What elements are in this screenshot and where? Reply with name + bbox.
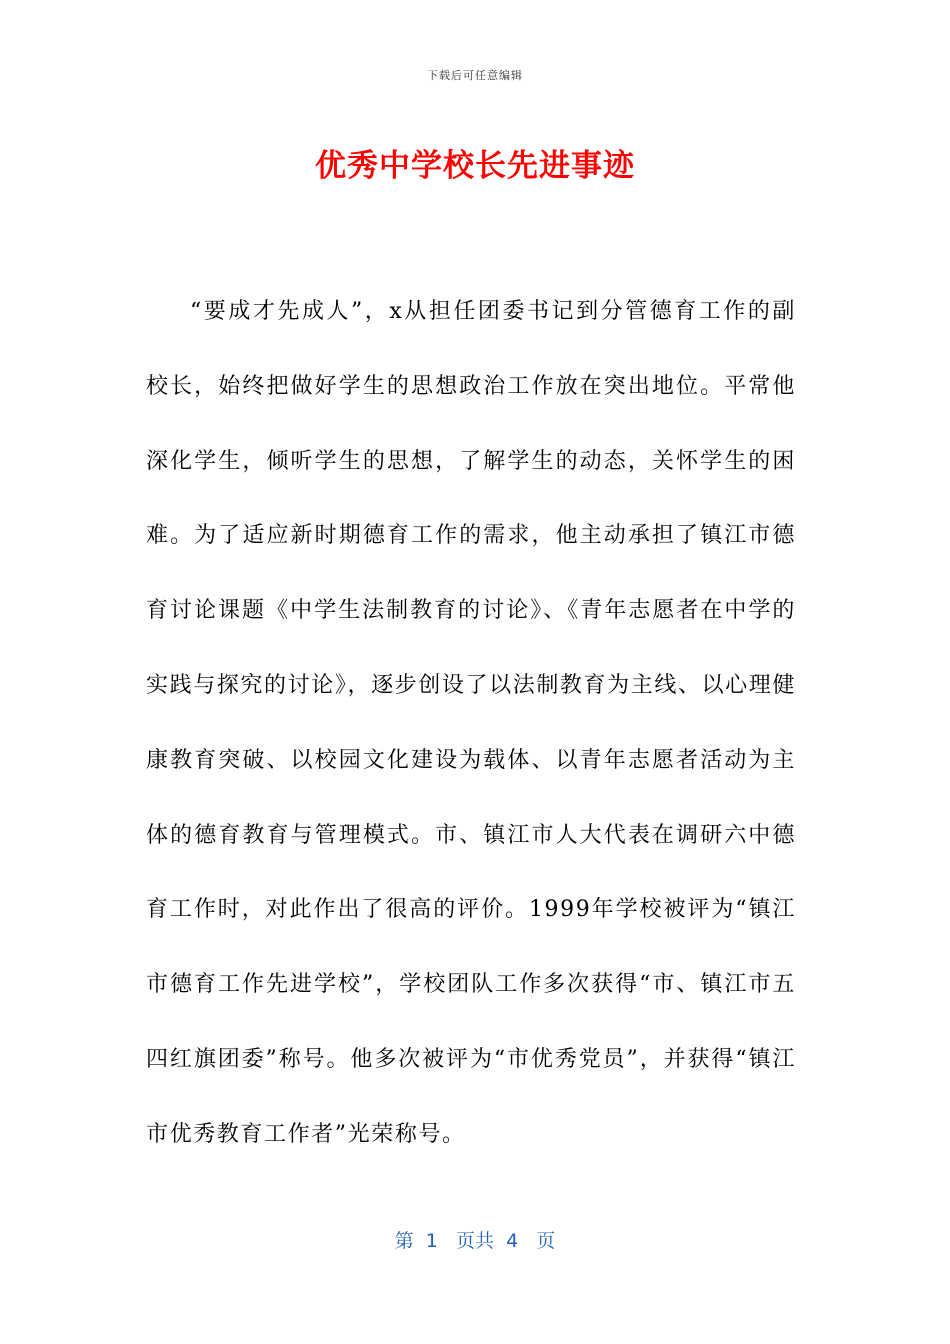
- header-note: 下载后可任意编辑: [427, 69, 523, 82]
- document-title: 优秀中学校长先进事迹: [315, 148, 635, 184]
- body-paragraph: “要成才先成人”，x从担任团委书记到分管德育工作的副校长，始终把做好学生的思想政治工作放在突出地位。平常他深化学生，倾听学生的思想，了解学生的动态，关怀学生的困难。为了适应新时期德育工作的需求，他主动承担了镇江市德育讨论课题《中学生法制教育的讨论》、《青年志愿者在中学的实践与探究的讨论》，逐步创设了以法制教育为主线、以心理健康教育突破、以校园文化建设为载体、以青年志愿者活动为主体的德育教育与管理模式。市、镇江市人大代表在调研六中德育工作时，对此作出了很高的评价。1999年学校被评为“镇江市德育工作先进学校”，学校团队工作多次获得“市、镇江市五四红旗团委”称号。他多次被评为“市优秀党员”，并获得“镇江市优秀教育工作者”光荣称号。: [146, 299, 796, 1147]
- page-footer: 第 1 页共 4 页: [394, 1230, 556, 1252]
